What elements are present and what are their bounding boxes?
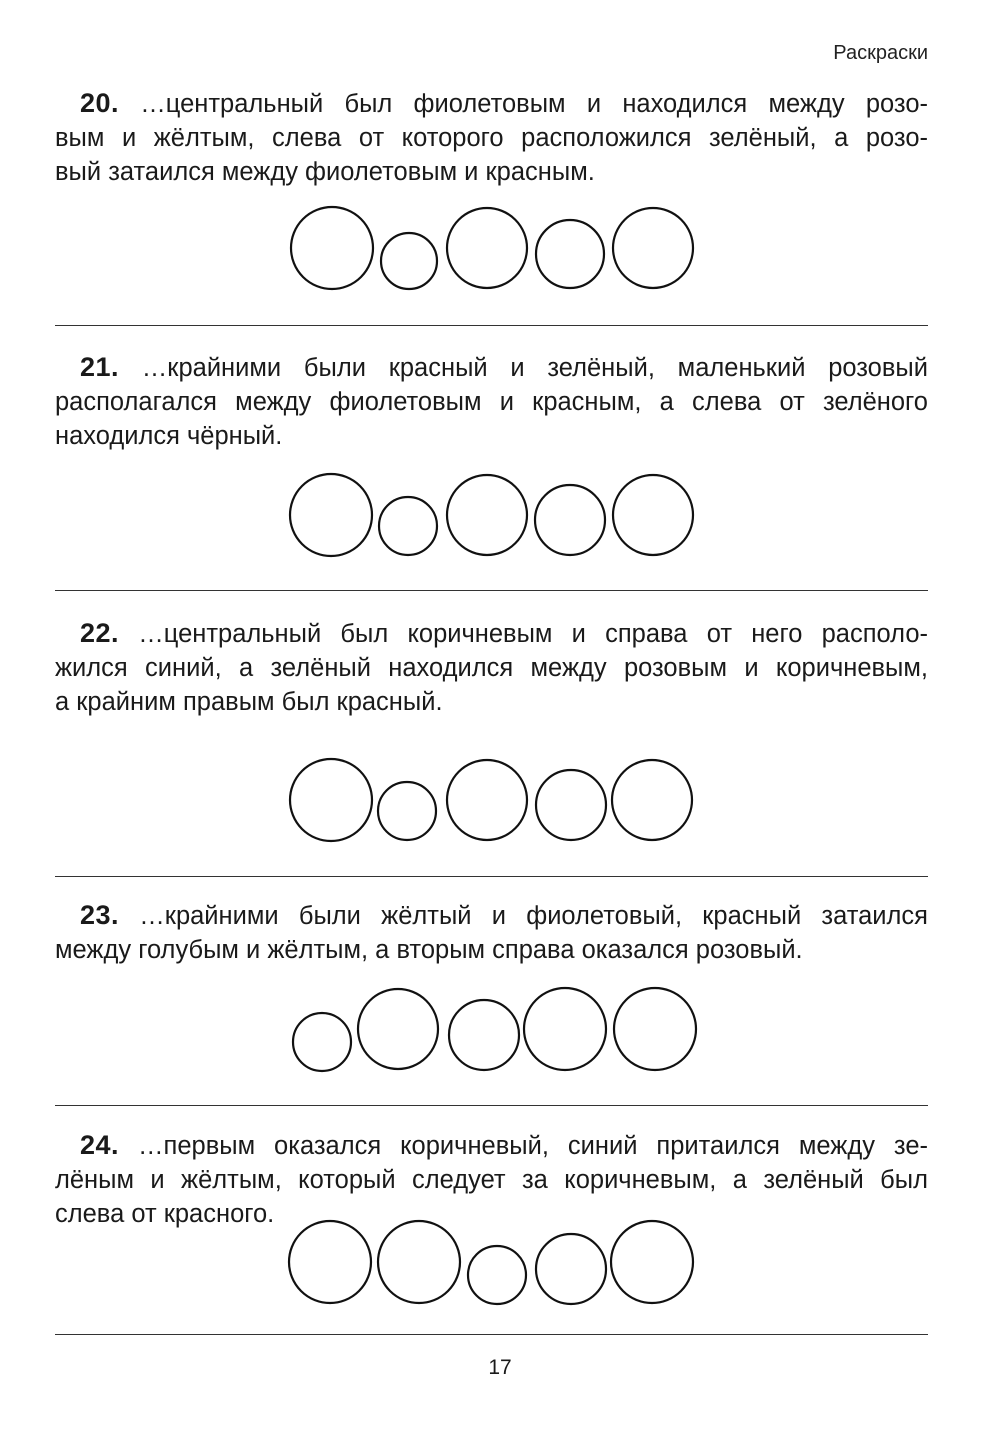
coloring-circle[interactable] (536, 770, 606, 840)
coloring-circle[interactable] (447, 475, 527, 555)
divider (55, 1105, 928, 1106)
task-number: 21. (80, 352, 120, 382)
task-22 (55, 616, 928, 719)
divider (55, 876, 928, 877)
coloring-circle[interactable] (290, 759, 372, 841)
circle-row-23 (0, 980, 1000, 1080)
coloring-circle[interactable] (449, 1000, 519, 1070)
circle-row-20 (0, 200, 1000, 300)
coloring-circle[interactable] (613, 475, 693, 555)
task-text-line: жился синий, а зелёный находился между розовым и коричневым, (55, 654, 928, 682)
coloring-circle[interactable] (291, 207, 373, 289)
coloring-circle[interactable] (612, 760, 692, 840)
task-text-line: …крайними были жёлтый и фиолетовый, красный затаился (139, 902, 928, 930)
coloring-circle[interactable] (378, 782, 436, 840)
coloring-circle[interactable] (447, 208, 527, 288)
coloring-circle[interactable] (611, 1221, 693, 1303)
coloring-circle[interactable] (290, 474, 372, 556)
task-text-line: …крайними были красный и зелёный, маленький розовый (141, 354, 928, 382)
circle-row-21 (0, 466, 1000, 566)
task-number: 24. (80, 1130, 120, 1160)
task-23 (55, 898, 928, 967)
coloring-circle[interactable] (524, 988, 606, 1070)
task-text-line: располагался между фиолетовым и красным, а слева от зелёного (55, 388, 928, 416)
task-text-line: …первым оказался коричневый, синий притаился между зе- (138, 1132, 928, 1160)
section-title: Раскраски (833, 42, 928, 64)
divider (55, 590, 928, 591)
coloring-circle[interactable] (293, 1013, 351, 1071)
task-text-line: …центральный был фиолетовым и находился между розо- (140, 90, 928, 118)
coloring-circle[interactable] (289, 1221, 371, 1303)
coloring-circle[interactable] (536, 220, 604, 288)
task-20 (55, 86, 928, 189)
coloring-circle[interactable] (614, 988, 696, 1070)
task-text-line: …центральный был коричневым и справа от него располо- (138, 620, 928, 648)
task-text-line: слева от красного. (55, 1200, 275, 1228)
coloring-circle[interactable] (358, 989, 438, 1069)
task-number: 23. (80, 900, 120, 930)
coloring-circle[interactable] (468, 1246, 526, 1304)
coloring-circle[interactable] (381, 233, 437, 289)
task-21 (55, 350, 928, 453)
task-number: 20. (80, 88, 120, 118)
task-text-line: между голубым и жёлтым, а вторым справа оказался розовый. (55, 936, 803, 964)
coloring-circle[interactable] (536, 1234, 606, 1304)
circle-row-22 (0, 750, 1000, 850)
task-text-line: находился чёрный. (55, 422, 283, 450)
coloring-circle[interactable] (379, 497, 437, 555)
task-text-line: вый затаился между фиолетовым и красным. (55, 158, 595, 186)
page-number: 17 (488, 1356, 512, 1379)
task-number: 22. (80, 618, 120, 648)
task-text-line: лёным и жёлтым, который следует за коричневым, а зелёный был (55, 1166, 928, 1194)
coloring-circle[interactable] (613, 208, 693, 288)
coloring-circle[interactable] (378, 1221, 460, 1303)
coloring-circle[interactable] (447, 760, 527, 840)
task-text-line: вым и жёлтым, слева от которого расположился зелёный, а розо- (55, 124, 928, 152)
divider (55, 325, 928, 326)
task-text-line: а крайним правым был красный. (55, 688, 443, 716)
divider (55, 1334, 928, 1335)
circle-row-24 (0, 1210, 1000, 1310)
coloring-circle[interactable] (535, 485, 605, 555)
